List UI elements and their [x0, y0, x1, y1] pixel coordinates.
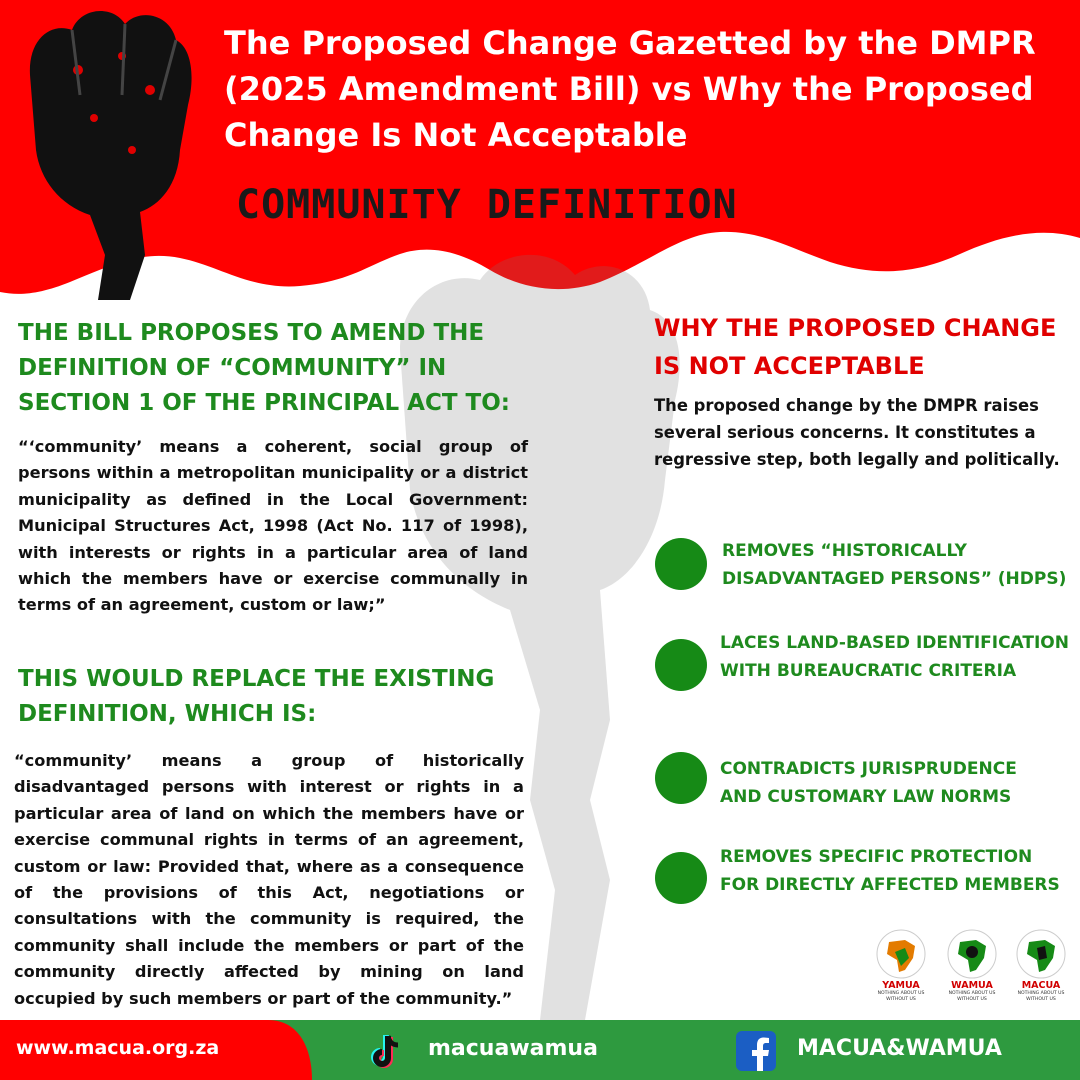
africa-map-icon [946, 928, 998, 980]
concern-item-hdps: REMOVES “HISTORICALLY DISADVANTAGED PERSONS” (HDPS) [722, 541, 1067, 589]
africa-map-icon [875, 928, 927, 980]
macua-name: MACUA [1021, 980, 1061, 991]
bullet-dot [655, 752, 707, 804]
wamua-logo [943, 928, 1001, 1002]
yamua-name: YAMUA [882, 980, 920, 991]
bullet-dot [655, 538, 707, 590]
concern-item-land-based: LACES LAND-BASED IDENTIFICATION WITH BUREAUCRATIC CRITERIA [720, 633, 1069, 681]
tiktok-icon[interactable] [366, 1030, 408, 1072]
raised-fist-image [20, 0, 195, 300]
why-heading: WHY THE PROPOSED CHANGE IS NOT ACCEPTABLE [654, 314, 1057, 380]
yamua-logo [872, 928, 930, 1002]
replacement-heading: THIS WOULD REPLACE THE EXISTING DEFINITION, WHICH IS: [18, 666, 495, 727]
facebook-icon[interactable] [736, 1031, 776, 1071]
wamua-name: WAMUA [951, 980, 993, 991]
africa-map-icon [1015, 928, 1067, 980]
why-intro-text: The proposed change by the DMPR raises several serious concerns. It constitutes a regressive step, both legally and politically. [654, 396, 1060, 469]
macua-logo [1012, 928, 1070, 1002]
bullet-dot [655, 639, 707, 691]
page-title: The Proposed Change Gazetted by the DMPR (2025 Amendment Bill) vs Why the Proposed Change Is Not Acceptable [224, 24, 1036, 154]
facebook-handle[interactable]: MACUA&WAMUA [797, 1036, 1002, 1061]
proposal-heading: THE BILL PROPOSES TO AMEND THE DEFINITION OF “COMMUNITY” IN SECTION 1 OF THE PRINCIPAL ACT TO: [18, 320, 510, 416]
macua-tagline: NOTHING ABOUT US WITHOUT US [1017, 991, 1065, 1002]
proposed-definition-text: “‘community’ means a coherent, social group of persons within a metropolitan municipality or a district municipality as defined in the Local Government: Municipal Structures Act, 1998 (Act No. 117 of 1998), with interests or rights in a particular area of land which the members have or exercise communally in terms of an agreement, custom or law;” [18, 437, 528, 615]
bullet-dot [655, 852, 707, 904]
wamua-tagline: NOTHING ABOUT US WITHOUT US [948, 991, 996, 1002]
section-heading: COMMUNITY DEFINITION [236, 182, 738, 228]
concern-item-jurisprudence: CONTRADICTS JURISPRUDENCE AND CUSTOMARY LAW NORMS [720, 759, 1017, 807]
yamua-tagline: NOTHING ABOUT US WITHOUT US [877, 991, 925, 1002]
website-link[interactable]: www.macua.org.za [16, 1037, 220, 1059]
existing-definition-text: “community’ means a group of historically disadvantaged persons with interest or rights in a particular area of land on which the members have or exercise communal rights in terms of an agreement, custom or law: Provided that, where as a consequence of the provisions of this Act, negotiations or consultations with the community is required, the community shall include the members or part of the community directly affected by mining on land occupied by such members or part of the community.” [14, 751, 524, 1008]
tiktok-handle[interactable]: macuawamua [428, 1036, 598, 1061]
concern-item-protection: REMOVES SPECIFIC PROTECTION FOR DIRECTLY AFFECTED MEMBERS [720, 847, 1060, 895]
